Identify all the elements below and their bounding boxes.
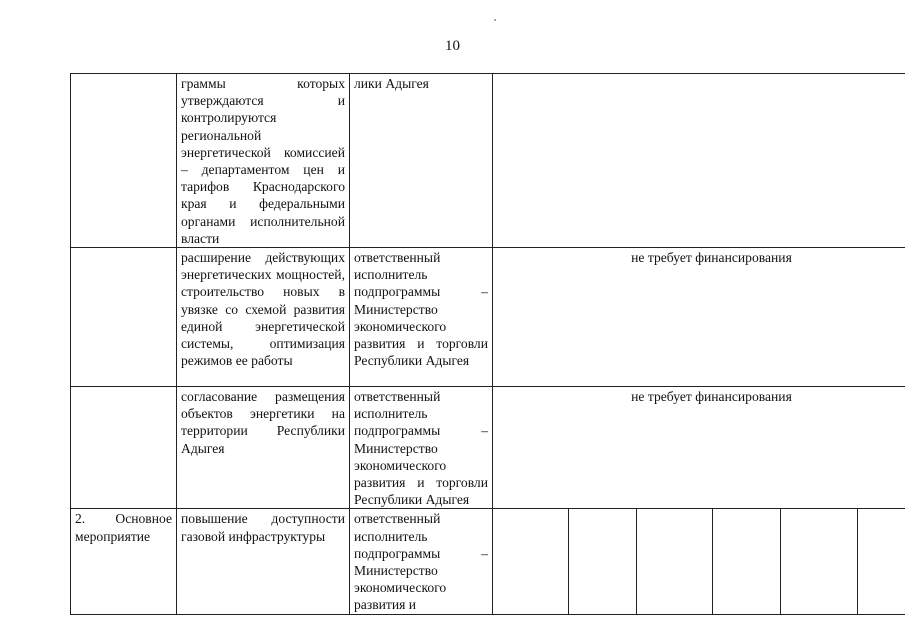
- cell-measure: [71, 248, 177, 387]
- program-table: [70, 73, 905, 615]
- cell-financing: [493, 74, 905, 248]
- cell-description: расширение действующих энергетических мощностей, строительство новых в увязке со схемой развития единой энергетической системы, оптимизация режимов ее работы: [177, 248, 350, 387]
- table-row: [71, 74, 905, 248]
- table-row: [71, 509, 905, 614]
- cell-financing-year: [781, 509, 858, 614]
- cell-executor: ответственный исполнитель подпрограммы – Министерство экономического развития и торговли Республики Адыгея: [350, 387, 493, 509]
- table-row: [71, 387, 905, 509]
- cell-financing-year: [713, 509, 781, 614]
- scan-speck: [494, 19, 496, 21]
- table-row: [71, 248, 905, 387]
- cell-description: граммы которых утверждаются и контролируются региональной энергетической комиссией – департаментом цен и тарифов Краснодарского края и федеральными органами исполнительной власти: [177, 74, 350, 248]
- cell-financing-year: [493, 509, 569, 614]
- cell-financing: не требует финансирования: [493, 387, 905, 509]
- cell-description: повышение доступности газовой инфраструктуры: [177, 509, 350, 614]
- cell-measure: 2. Основное мероприятие: [71, 509, 177, 614]
- cell-financing-year: [858, 509, 905, 614]
- cell-financing: не требует финансирования: [493, 248, 905, 387]
- cell-financing-year: [637, 509, 713, 614]
- cell-executor: лики Адыгея: [350, 74, 493, 248]
- cell-measure: [71, 74, 177, 248]
- cell-measure: [71, 387, 177, 509]
- cell-executor: ответственный исполнитель подпрограммы – Министерство экономического развития и торговли Республики Адыгея: [350, 248, 493, 387]
- page-number: 10: [445, 38, 460, 54]
- cell-executor: ответственный исполнитель подпрограммы – Министерство экономического развития и: [350, 509, 493, 614]
- cell-financing-year: [569, 509, 637, 614]
- cell-description: согласование размещения объектов энергетики на территории Республики Адыгея: [177, 387, 350, 509]
